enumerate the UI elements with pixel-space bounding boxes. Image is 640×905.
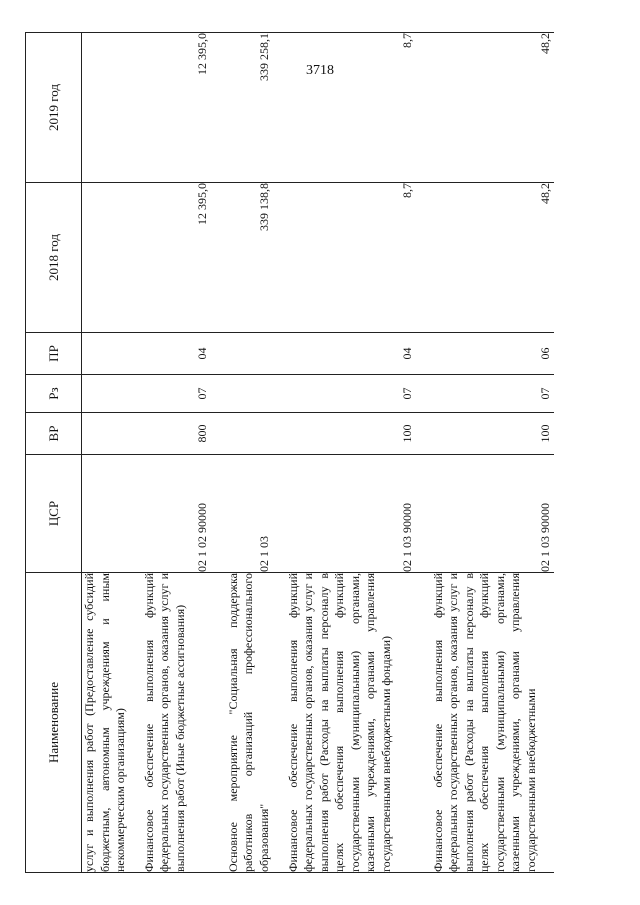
row-name-text: услуг и выполнения работ (Предоставление субсидий бюджетным, автономным учреждениям и иным некоммерческим организациям) — [82, 572, 127, 872]
header-2018: 2018 год — [26, 182, 82, 332]
row-vr — [286, 412, 431, 454]
row-pr-value: 04 — [399, 347, 414, 359]
row-2019-value: 8,7 — [399, 32, 414, 48]
row-pr — [286, 332, 431, 374]
row-csr — [142, 454, 226, 572]
rotated-page — [25, 33, 615, 873]
row-pr — [226, 332, 286, 374]
row-name-text: Финансовое обеспечение выполнения функций федеральных государственных органов, оказания услуг и выполнения работ (Расходы на выплаты персоналу в целях обеспечения выполнения функций государственными (муниципальными) органами, казенными учреждениями, органами управления государственными внебюджетными — [430, 572, 538, 872]
table-row — [142, 32, 226, 872]
header-vr: ВР — [26, 412, 82, 454]
row-csr-value: 02 1 02 90000 — [194, 502, 209, 572]
row-vr-value: 100 — [537, 424, 552, 442]
budget-table — [25, 32, 554, 873]
header-rz: Рз — [26, 374, 82, 412]
row-vr-value: 100 — [399, 424, 414, 442]
header-2019: 2019 год — [26, 32, 82, 182]
row-2018-value: 12 395,0 — [194, 182, 209, 225]
row-rz — [82, 374, 142, 412]
row-vr-value: 800 — [194, 424, 209, 442]
table-row — [431, 32, 554, 872]
row-name — [226, 572, 286, 872]
header-name: Наименование — [26, 572, 82, 872]
row-csr — [82, 454, 142, 572]
row-rz-value: 07 — [194, 387, 209, 399]
table-row — [286, 32, 431, 872]
row-csr-value: 02 1 03 90000 — [537, 502, 552, 572]
row-csr — [431, 454, 554, 572]
row-2019 — [142, 32, 226, 182]
row-vr — [142, 412, 226, 454]
row-rz — [226, 374, 286, 412]
row-2019 — [286, 32, 431, 182]
row-vr — [226, 412, 286, 454]
row-rz-value: 07 — [537, 387, 552, 399]
table-row — [82, 32, 142, 872]
row-name — [82, 572, 142, 872]
row-2019-value: 48,2 — [537, 32, 552, 54]
row-pr — [142, 332, 226, 374]
row-name — [286, 572, 431, 872]
row-2019 — [431, 32, 554, 182]
row-csr-value: 02 1 03 90000 — [399, 502, 414, 572]
row-2018 — [431, 182, 554, 332]
row-pr-value: 04 — [194, 347, 209, 359]
header-csr: ЦСР — [26, 454, 82, 572]
row-2019-value: 12 395,0 — [194, 32, 209, 75]
row-2019 — [82, 32, 142, 182]
row-csr — [226, 454, 286, 572]
row-rz-value: 07 — [399, 387, 414, 399]
row-pr-value: 06 — [537, 347, 552, 359]
row-name-text: Основное мероприятие "Социальная поддержка работников организаций профессионального образования" — [225, 572, 271, 872]
row-rz — [142, 374, 226, 412]
row-2018-value: 8,7 — [399, 182, 414, 198]
header-row — [26, 32, 82, 872]
row-name-text: Финансовое обеспечение выполнения функций федеральных государственных органов, оказания услуг и выполнения работ (Иные бюджетные ассигнования) — [141, 572, 187, 872]
row-name — [142, 572, 226, 872]
row-2019 — [226, 32, 286, 182]
row-name — [431, 572, 554, 872]
row-2018 — [142, 182, 226, 332]
row-2018 — [286, 182, 431, 332]
row-2018 — [226, 182, 286, 332]
table-row — [226, 32, 286, 872]
row-csr — [286, 454, 431, 572]
row-rz — [286, 374, 431, 412]
row-rz — [431, 374, 554, 412]
row-2018-value: 339 138,8 — [256, 182, 271, 231]
page-number: 3718 — [306, 62, 334, 78]
row-pr — [431, 332, 554, 374]
row-2019-value: 339 258,1 — [256, 32, 271, 81]
row-2018-value: 48,2 — [537, 182, 552, 204]
row-vr — [431, 412, 554, 454]
row-pr — [82, 332, 142, 374]
row-name-text: Финансовое обеспечение выполнения функций федеральных государственных органов, оказания услуг и выполнения работ (Расходы на выплаты персоналу в целях обеспечения выполнения функций государственными (муниципальными) органами, казенными учреждениями, органами управления государственными внебюджетными фондами) — [285, 572, 393, 872]
header-pr: ПР — [26, 332, 82, 374]
row-csr-value: 02 1 03 — [256, 535, 271, 572]
row-2018 — [82, 182, 142, 332]
row-vr — [82, 412, 142, 454]
